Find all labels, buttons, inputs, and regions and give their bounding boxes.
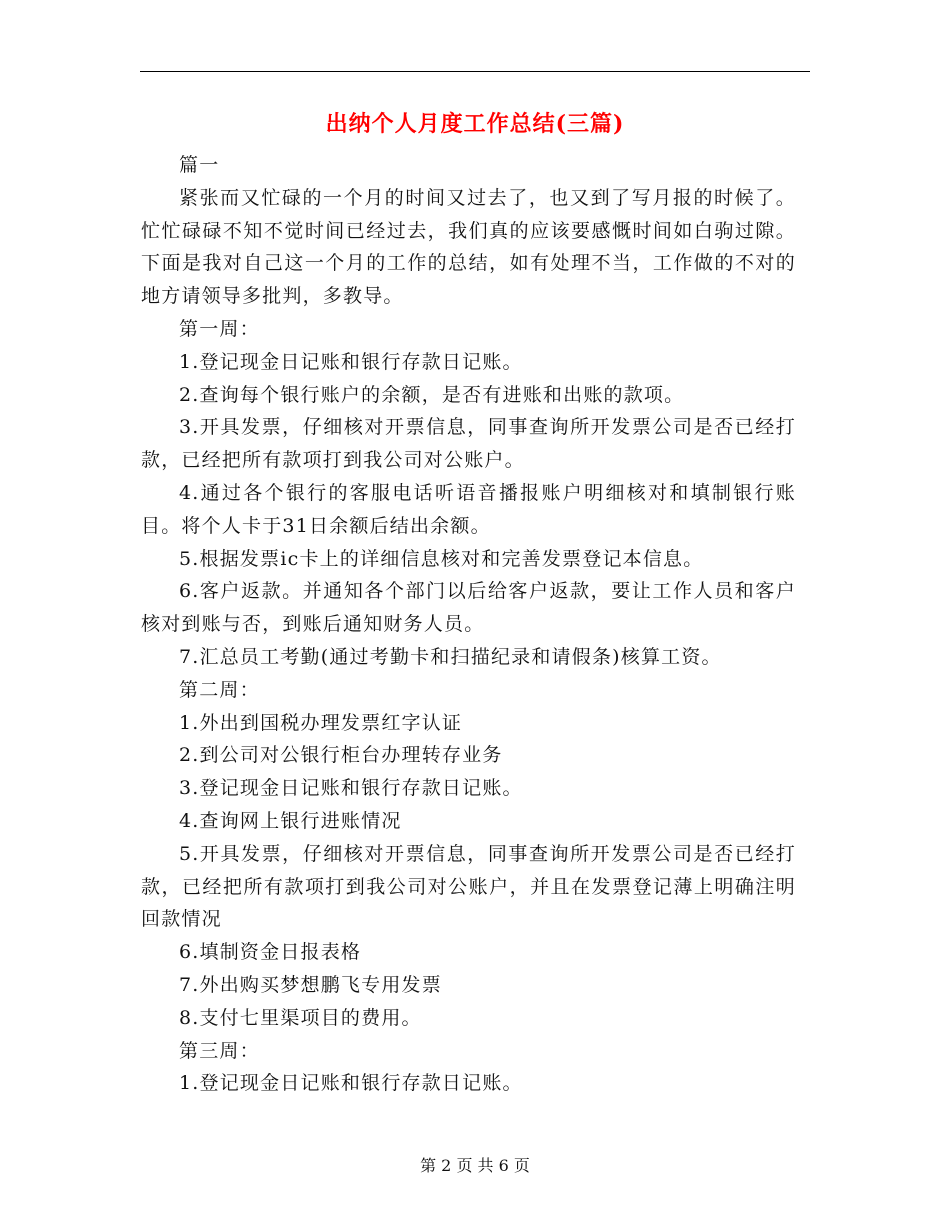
paragraph: 5.开具发票，仔细核对开票信息，同事查询所开发票公司是否已经打款，已经把所有款项打到我公司对公账户，并且在发票登记薄上明确注明回款情况 xyxy=(141,842,796,931)
paragraph: 2.到公司对公银行柜台办理转存业务 xyxy=(179,744,503,767)
paragraph: 3.开具发票，仔细核对开票信息，同事查询所开发票公司是否已经打款，已经把所有款项打到我公司对公账户。 xyxy=(141,416,796,472)
paragraph: 第二周： xyxy=(179,678,260,701)
paragraph: 3.登记现金日记账和银行存款日记账。 xyxy=(179,777,523,800)
paragraph: 1.登记现金日记账和银行存款日记账。 xyxy=(179,1072,523,1095)
paragraph: 篇一 xyxy=(179,154,220,176)
document-title: 出纳个人月度工作总结(三篇) xyxy=(325,111,625,137)
paragraph: 5.根据发票ic卡上的详细信息核对和完善发票登记本信息。 xyxy=(179,547,704,570)
paragraph: 1.登记现金日记账和银行存款日记账。 xyxy=(179,350,523,373)
paragraph: 1.外出到国税办理发票红字认证 xyxy=(179,711,463,734)
paragraph: 4.通过各个银行的客服电话听语音播报账户明细核对和填制银行账目。将个人卡于31日余额后结出余额。 xyxy=(141,481,796,537)
paragraph: 第一周： xyxy=(179,317,260,340)
paragraph: 6.客户返款。并通知各个部门以后给客户返款，要让工作人员和客户核对到账与否，到账后通知财务人员。 xyxy=(141,580,796,636)
document-body xyxy=(141,149,796,1100)
paragraph: 6.填制资金日报表格 xyxy=(179,941,362,964)
header-rule xyxy=(140,71,810,72)
page-footer: 第 2 页 共 6 页 xyxy=(420,1156,530,1175)
paragraph: 2.查询每个银行账户的余额，是否有进账和出账的款项。 xyxy=(179,383,685,406)
paragraph: 紧张而又忙碌的一个月的时间又过去了，也又到了写月报的时候了。忙忙碌碌不知不觉时间已经过去，我们真的应该要感慨时间如白驹过隙。下面是我对自己这一个月的工作的总结，如有处理不当，工作做的不对的地方请领导多批判，多教导。 xyxy=(141,186,796,308)
paragraph: 7.外出购买梦想鹏飞专用发票 xyxy=(179,973,442,996)
paragraph: 第三周： xyxy=(179,1039,260,1062)
paragraph: 7.汇总员工考勤(通过考勤卡和扫描纪录和请假条)核算工资。 xyxy=(179,645,722,668)
paragraph: 8.支付七里渠项目的费用。 xyxy=(179,1006,422,1029)
paragraph: 4.查询网上银行进账情况 xyxy=(179,809,402,832)
